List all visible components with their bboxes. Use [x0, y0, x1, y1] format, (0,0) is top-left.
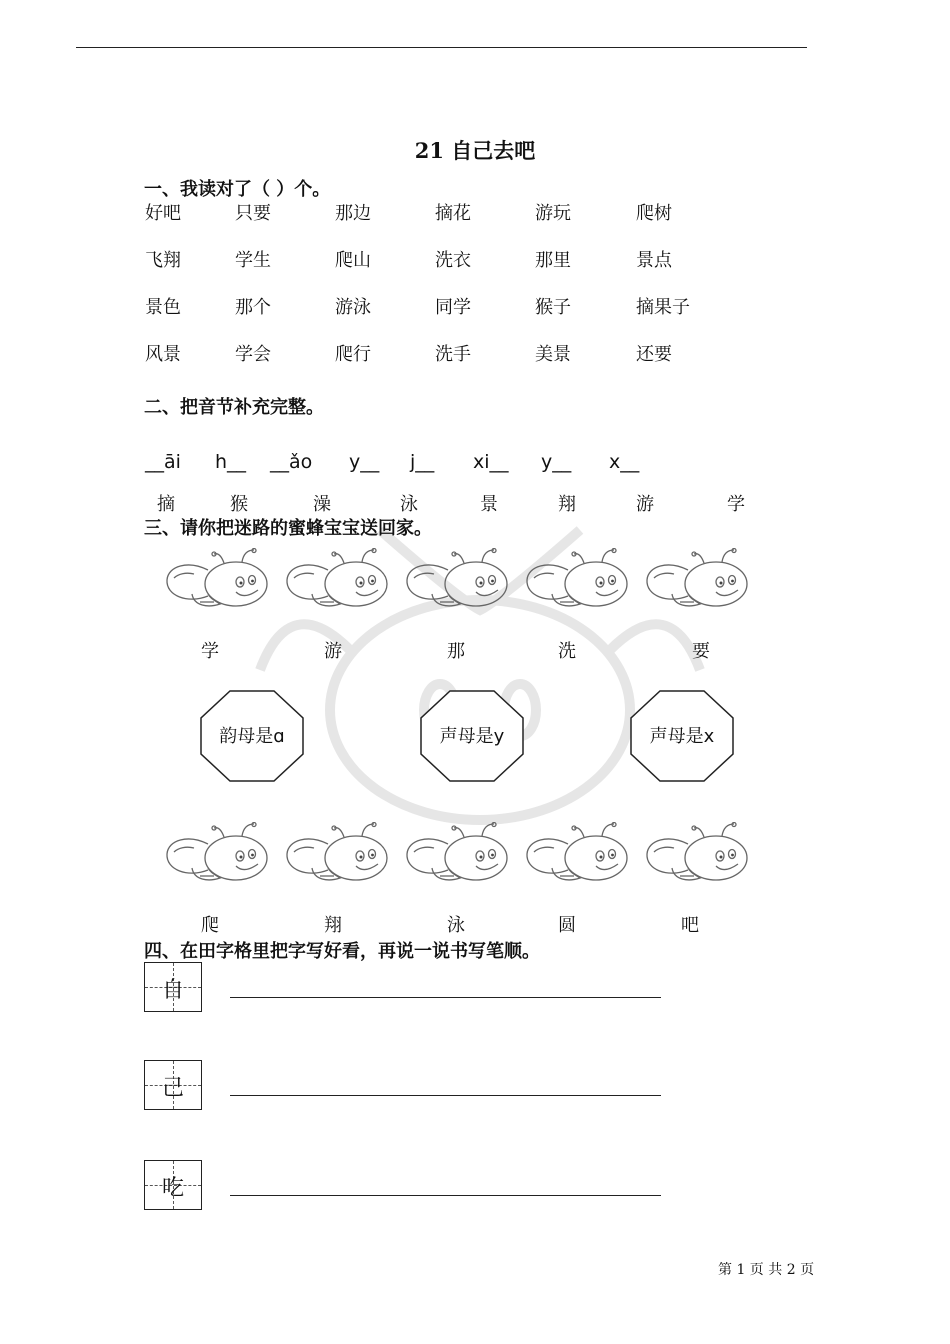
house-label-text: 声母是 — [649, 726, 704, 747]
tianzige-grid[interactable] — [144, 1060, 202, 1110]
word-item: 学生 — [235, 250, 271, 271]
section1-heading: 一、我读对了（ ）个。 — [144, 179, 331, 200]
word-item: 猴子 — [535, 297, 571, 318]
stroke-order-line[interactable] — [230, 997, 661, 998]
word-item: 那边 — [335, 203, 371, 224]
bee-character: 那 — [447, 641, 465, 662]
syllable-character: 摘 — [157, 494, 175, 515]
syllable-character: 游 — [636, 494, 654, 515]
section4-heading: 四、在田字格里把字写好看，再说一说书写笔顺。 — [144, 941, 540, 962]
word-item: 游玩 — [535, 203, 571, 224]
bee-icon — [284, 548, 392, 612]
house-label — [200, 722, 304, 748]
word-item: 好吧 — [145, 203, 181, 224]
syllable-blank: j__ — [410, 451, 435, 473]
word-item: 景点 — [636, 250, 672, 271]
octagon-house — [630, 690, 734, 782]
bee-character: 爬 — [201, 915, 219, 936]
stroke-order-line[interactable] — [230, 1095, 661, 1096]
word-item: 洗手 — [435, 344, 471, 365]
bee-icon — [164, 822, 272, 886]
syllable-blank: __ǎo — [270, 451, 313, 473]
section2-heading: 二、把音节补充完整。 — [144, 397, 324, 418]
bee-character: 要 — [692, 641, 710, 662]
word-item: 洗衣 — [435, 250, 471, 271]
bee-character: 泳 — [447, 915, 465, 936]
grid-character: 吃 — [161, 1176, 184, 1201]
tianzige-grid[interactable] — [144, 1160, 202, 1210]
house-label-letter: x — [703, 726, 715, 747]
section3-heading: 三、请你把迷路的蜜蜂宝宝送回家。 — [144, 518, 432, 539]
house-label — [420, 722, 524, 748]
house-label-letter: ɑ — [273, 726, 285, 747]
header-rule — [76, 47, 807, 48]
syllable-character: 翔 — [558, 494, 576, 515]
bee-character: 吧 — [681, 915, 699, 936]
bee-icon — [524, 822, 632, 886]
octagon-house — [200, 690, 304, 782]
word-item: 学会 — [235, 344, 271, 365]
word-item: 还要 — [636, 344, 672, 365]
bee-character: 洗 — [558, 641, 576, 662]
house-label-letter: y — [493, 726, 505, 747]
word-item: 游泳 — [335, 297, 371, 318]
syllable-blank: y__ — [349, 451, 380, 473]
tianzige-grid[interactable] — [144, 962, 202, 1012]
word-item: 那个 — [235, 297, 271, 318]
octagon-house — [420, 690, 524, 782]
word-item: 摘花 — [435, 203, 471, 224]
word-item: 飞翔 — [145, 250, 181, 271]
bee-icon — [404, 548, 512, 612]
stroke-order-line[interactable] — [230, 1195, 661, 1196]
grid-character: 自 — [161, 978, 184, 1003]
word-item: 那里 — [535, 250, 571, 271]
bee-character: 圆 — [558, 915, 576, 936]
syllable-blank: x__ — [609, 451, 640, 473]
house-label-text: 韵母是 — [219, 726, 274, 747]
syllable-blank: xi__ — [473, 451, 509, 473]
syllable-character: 澡 — [313, 494, 331, 515]
word-item: 爬树 — [636, 203, 672, 224]
bee-icon — [404, 822, 512, 886]
syllable-character: 景 — [480, 494, 498, 515]
bee-character: 游 — [324, 641, 342, 662]
house-label — [630, 722, 734, 748]
bee-character: 学 — [201, 641, 219, 662]
word-item: 景色 — [145, 297, 181, 318]
page-footer: 第 1 页 共 2 页 — [718, 1262, 815, 1278]
word-item: 摘果子 — [636, 297, 690, 318]
syllable-blank: y__ — [541, 451, 572, 473]
syllable-blank: h__ — [215, 451, 247, 473]
word-item: 只要 — [235, 203, 271, 224]
syllable-character: 学 — [727, 494, 745, 515]
syllable-character: 泳 — [400, 494, 418, 515]
bee-character: 翔 — [324, 915, 342, 936]
word-item: 同学 — [435, 297, 471, 318]
bee-icon — [284, 822, 392, 886]
word-item: 美景 — [535, 344, 571, 365]
word-item: 爬行 — [335, 344, 371, 365]
grid-character: 己 — [161, 1076, 184, 1101]
syllable-character: 猴 — [230, 494, 248, 515]
bee-icon — [524, 548, 632, 612]
word-item: 爬山 — [335, 250, 371, 271]
syllable-blank: __āi — [145, 451, 181, 473]
bee-icon — [644, 548, 752, 612]
page-title: 21 自己去吧 — [414, 138, 536, 163]
bee-icon — [164, 548, 272, 612]
word-item: 风景 — [145, 344, 181, 365]
bee-icon — [644, 822, 752, 886]
house-label-text: 声母是 — [439, 726, 494, 747]
